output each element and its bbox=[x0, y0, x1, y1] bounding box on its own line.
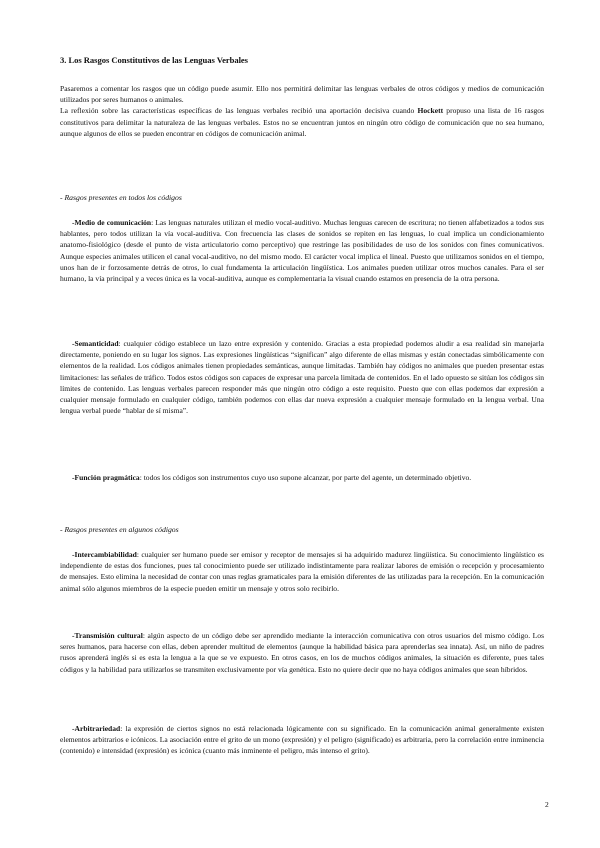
text-funcion: : todos los códigos son instrumentos cuyo uso supone alcanzar, por parte del agente, un determinado objetivo. bbox=[139, 473, 472, 482]
paragraph-medio bbox=[60, 217, 544, 284]
text-medio: : Las lenguas naturales utilizan el medio vocal-auditivo. Muchas lenguas carecen de escritura; no tienen alfabetizados a todos sus hablantes, pero todos utilizan la vía vocal-auditiva. Con frecuencia las clases de sonidos se repiten en las lenguas, lo cual implica un condicionamiento anatomo-fisiológico (desde el punto de vista articulatorio como perceptivo) que restringe las posibilidades de uso de los sonidos con fines comunicativos. Aunque especies animales utilicen el canal vocal-auditivo, no del mismo modo. El carácter vocal implica el lineal. Puesto que utilizamos sonidos en el tiempo, unos han de ir forzosamente detrás de otros, lo cual fundamenta la articulación lingüística. Los animales pueden utilizar otros muchos canales. Para el ser humano, la vía principal y a veces única es la vocal-auditiva, aunque es complementaria la visual cuando estamos en presencia de la otra persona. bbox=[60, 218, 544, 284]
section-title: 3. Los Rasgos Constitutivos de las Lenguas Verbales bbox=[60, 55, 248, 65]
text-semanticidad: : cualquier código establece un lazo entre expresión y contenido. Gracias a esta propiedad podemos aludir a esa realidad sin manejarla directamente, poniendo en su lugar los signos. Las expresiones lingüísticas “significan” algo diferente de ellas mismas y están conectadas simbólicamente con elementos de la realidad. Los códigos animales tienen propiedades semánticas, aunque limitadas. También hay códigos no animales que pueden presentar estas limitaciones: las señales de tráfico. Todos estos códigos son capaces de expresar una parcela limitada de contenidos. En el lado opuesto se sitúan los códigos sin límites de contenido. Las lenguas verbales parecen responder más que ningún otro código a este requisito. Puesto que con ellas podemos dar expresión a cualquier mensaje formulado en cualquier código, también podemos con ellas dar nueva expresión a cualquier mensaje formulado en la lengua verbal. Una lengua verbal puede “hablar de sí misma”. bbox=[60, 339, 544, 416]
intro-line-2-post: propuso una lista de 16 rasgos constitutivos para delimitar la naturaleza de las lenguas verbales. Estos no se encuentran juntos en ningún otro código de comunicación que no sea humano, aunque algunos de ellos se pueden encontrar en códigos de comunicación animal. bbox=[60, 106, 544, 138]
paragraph-transmision bbox=[60, 630, 544, 675]
section-heading-all-codes: - Rasgos presentes en todos los códigos bbox=[60, 193, 182, 202]
text-intercambiabilidad: : cualquier ser humano puede ser emisor y receptor de mensajes si ha adquirido madurez lingüística. Su conocimiento lingüístico es independiente de estas dos funciones, pues tal conocimiento puede ser utilizado indistintamente para realizar labores de emisión o recepción y procesamiento de mensajes. Esto elimina la necesidad de contar con unas reglas gramaticales para la emisión diferentes de las utilizadas para la recepción. En la comunicación animal sólo algunos miembros de la especie pueden emitir un mensaje y otros solo recibirlo. bbox=[60, 550, 544, 593]
page-number: 2 bbox=[545, 800, 549, 809]
term-semanticidad: -Semanticidad bbox=[72, 339, 119, 348]
intro-line-2-pre: La reflexión sobre las características específicas de las lenguas verbales recibió una aportación decisiva cuando bbox=[60, 106, 418, 116]
term-funcion: -Función pragmática bbox=[72, 473, 140, 482]
paragraph-arbitrariedad bbox=[60, 723, 544, 757]
paragraph-intercambiabilidad bbox=[60, 549, 544, 594]
text-transmision: : algún aspecto de un código debe ser aprendido mediante la interacción comunicativa con otros usuarios del mismo código. Los seres humanos, para hacerse con ellas, deben aprender multitud de elementos (aunque la habilidad básica para aprenderlas sea innata). Así, un niño de padres rusos aprenderá inglés si es esta la lengua a la que se ve expuesto. En otros casos, en los de muchos códigos animales, la situación es diferente, pues tales códigos y la habilidad para utilizarlos se transmiten exclusivamente por vía genética. Esto no quiere decir que no haya códigos animales que sean híbridos. bbox=[60, 631, 545, 674]
paragraph-funcion bbox=[60, 472, 544, 483]
term-transmision: -Transmisión cultural bbox=[72, 631, 143, 640]
text-arbitrariedad: : la expresión de ciertos signos no está relacionada lógicamente con su significado. En la comunicación animal generalmente existen elementos arbitrarios e icónicos. La asociación entre el grito de un mono (expresión) y el peligro (significado) es arbitraria, pero la correlación entre inminencia (contenido) e intensidad (expresión) es icónica (cuanto más inminente el peligro, más intenso el grito). bbox=[60, 724, 544, 756]
intro-line-1: Pasaremos a comentar los rasgos que un código puede asumir. Ello nos permitirá delimitar las lenguas verbales de otros códigos y medios de comunicación utilizados por seres humanos o animales. bbox=[60, 84, 544, 105]
term-intercambiabilidad: -Intercambiabilidad bbox=[72, 550, 137, 559]
hockett-name: Hockett bbox=[417, 106, 444, 116]
intro-paragraph bbox=[60, 83, 544, 139]
term-medio: -Medio de comunicación bbox=[72, 218, 152, 227]
section-heading-some-codes: - Rasgos presentes en algunos códigos bbox=[60, 525, 179, 534]
term-arbitrariedad: -Arbitrariedad bbox=[72, 724, 121, 733]
paragraph-semanticidad bbox=[60, 338, 544, 416]
